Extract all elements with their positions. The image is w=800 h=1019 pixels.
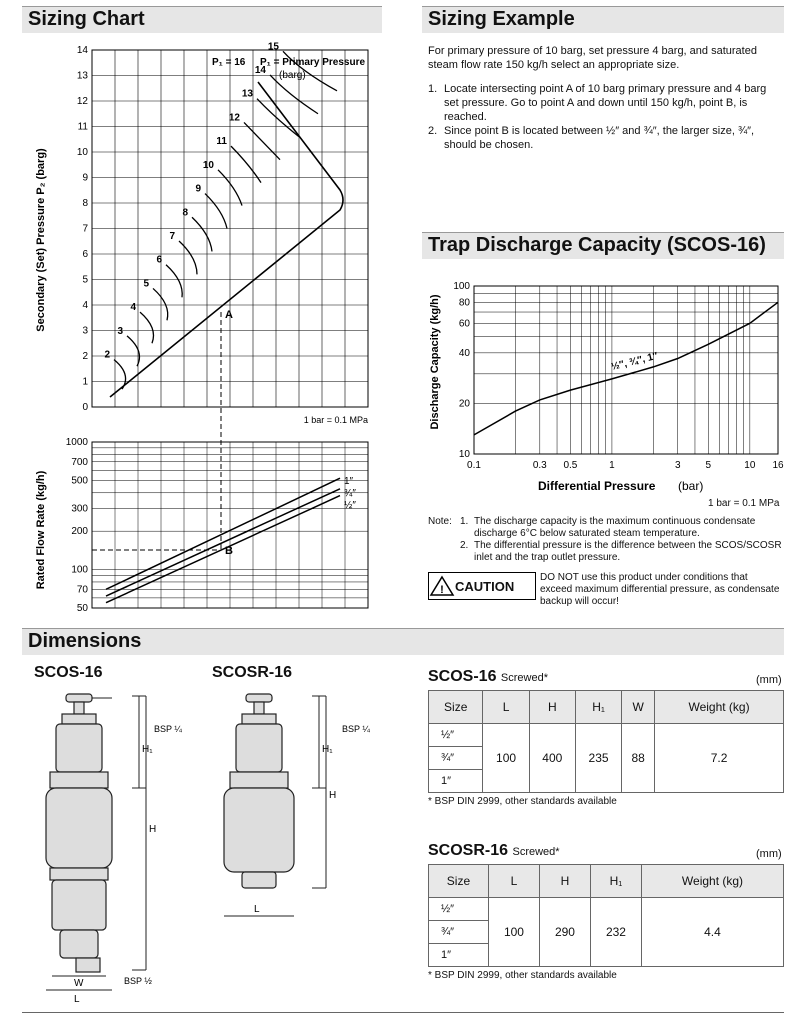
trap-y-tick-label: 20 (458, 398, 470, 410)
pressure-curve-label: 8 (182, 207, 188, 219)
bottom-rule (22, 1012, 784, 1013)
scosr-footnote: * BSP DIN 2999, other standards available (428, 970, 617, 981)
dimensions-header: Dimensions (22, 628, 784, 655)
trap-x-tick-label: 0.5 (563, 460, 578, 471)
pressure-curve-label: 12 (228, 112, 240, 124)
scos-w-label: W (74, 978, 84, 989)
pressure-tick-label: 8 (82, 198, 88, 209)
trap-series-label: ½″, ¾″, 1″ (610, 350, 660, 373)
trap-x-tick-label: 10 (744, 460, 756, 471)
sizing-chart-header: Sizing Chart (22, 6, 382, 33)
caution-text: DO NOT use this product under conditions that exceed maximum differential pressure, as condensate backup will occur! (540, 572, 780, 607)
scos-bsp14-label: BSP ¼ (154, 724, 182, 734)
pressure-tick-label: 13 (76, 70, 88, 82)
pressure-grid (77, 45, 368, 413)
trap-ylabel: Discharge Capacity (kg/h) (429, 294, 441, 430)
flow-tick-label: 500 (71, 475, 88, 487)
pressure-curve (140, 312, 154, 343)
point-a-label: A (225, 309, 233, 321)
scos-footnote: * BSP DIN 2999, other standards available (428, 796, 617, 807)
size-label-1-2: ½″ (344, 500, 356, 511)
flow-tick-label: 200 (71, 526, 88, 538)
trap-x-tick-label: 1 (609, 460, 615, 471)
scosr-h-label: H (329, 790, 337, 801)
pressure-tick-label: 14 (76, 45, 88, 56)
pressure-tick-label: 1 (82, 376, 88, 388)
sizing-step-2: 2. Since point B is located between ½″ and ¾″, the larger size, ¾″, should be chosen. (428, 125, 755, 151)
pressure-curve (244, 122, 280, 159)
scos-drawing-title: SCOS-16 (34, 664, 103, 681)
scos-drawing (22, 688, 202, 1008)
sizing-example-intro: For primary pressure of 10 barg, set pressure 4 barg, and saturated steam flow rate 150 kg/h select an appropriate size. (428, 45, 757, 71)
sizing-example-header: Sizing Example (422, 6, 784, 33)
trap-x-tick-label: 0.3 (532, 460, 547, 471)
pressure-curve (257, 99, 299, 137)
pressure-tick-label: 0 (82, 402, 88, 413)
trap-xunit: (bar) (678, 479, 704, 493)
flow-tick-label: 1000 (65, 437, 88, 448)
pressure-curve (192, 217, 212, 251)
trap-capacity-chart (422, 272, 792, 512)
svg-text:!: ! (440, 584, 444, 596)
trap-x-tick-label: 5 (705, 460, 712, 471)
size-label-1: 1″ (344, 476, 354, 487)
pressure-tick-label: 4 (82, 300, 88, 311)
pressure-tick-label: 2 (82, 351, 88, 362)
scos-h1-label: H₁ (142, 744, 153, 755)
pressure-curve-label: 4 (130, 302, 136, 314)
flow-series-line (106, 478, 340, 589)
scos-table-title: SCOS-16 Screwed* (428, 668, 548, 685)
pressure-axis-label: Secondary (Set) Pressure P₂ (barg) (35, 148, 47, 332)
trap-x-tick-label: 16 (772, 460, 784, 471)
scosr-h1-label: H₁ (322, 744, 333, 755)
warning-icon (429, 575, 455, 597)
pressure-curve-label: 14 (254, 64, 266, 76)
pressure-curves (104, 41, 343, 397)
trap-y-tick-label: 10 (458, 449, 470, 460)
pressure-tick-label: 9 (82, 172, 88, 184)
scosr-drawing (202, 688, 392, 938)
pressure-curve-label: 7 (169, 230, 175, 242)
pressure-tick-label: 12 (76, 96, 88, 107)
sizing-step-1: 1. Locate intersecting point A of 10 barg primary pressure and 4 barg set pressure. Go to point A and down until 150 kg/h, point B, is reached. (428, 83, 767, 123)
trap-y-tick-label: 40 (458, 347, 470, 359)
flow-tick-label: 50 (76, 603, 88, 614)
scos-l-label: L (74, 994, 80, 1005)
sizing-chart (22, 40, 382, 620)
pressure-tick-label: 6 (82, 249, 88, 260)
trap-y-tick-label: 100 (453, 281, 470, 292)
size-label-3-4: ¾″ (344, 488, 356, 499)
flow-series-line (106, 489, 340, 596)
scos-table-unit: (mm) (756, 674, 782, 686)
pressure-tick-label: 10 (76, 147, 88, 158)
scosr-drawing-title: SCOSR-16 (212, 664, 293, 681)
pressure-curve-label: 6 (156, 254, 162, 266)
p1-unit: (barg) (279, 70, 306, 81)
pressure-curve-label: 2 (104, 349, 110, 361)
flow-tick-label: 70 (76, 584, 88, 596)
scos-bsp12-label: BSP ½ (124, 976, 152, 986)
pressure-curve-label: 15 (267, 41, 279, 53)
pressure-curve (205, 194, 227, 229)
pressure-curve-label: 5 (143, 278, 149, 290)
scosr-table: Size L H H₁ Weight (kg) ½″ 100 290 232 4.4 ¾″ 1″ (428, 864, 784, 967)
trap-x-tick-label: 3 (674, 460, 681, 471)
pressure-curve (127, 336, 139, 366)
caution-badge: ! CAUTION (428, 572, 536, 600)
flow-tick-label: 300 (71, 503, 88, 515)
trap-y-tick-label: 60 (458, 318, 470, 330)
scos-table: Size L H H₁ W Weight (kg) ½″ 100 400 235 88 7.2 ¾″ 1″ (428, 690, 784, 793)
pressure-tick-label: 5 (82, 274, 88, 286)
trap-grid (453, 281, 784, 471)
point-b-label: B (225, 545, 233, 557)
pressure-curve-label: 13 (241, 88, 253, 100)
trap-xlabel: Differential Pressure (538, 479, 656, 493)
scosr-l-label: L (254, 904, 260, 915)
trap-notes: Note: 1. The discharge capacity is the maximum continuous condensate discharge 6°C below saturated steam temperature. 2. The differential pressure is the difference between the SCOS/SCOSR inlet and the trap outlet pressure. (428, 516, 782, 563)
pressure-curve (231, 146, 261, 182)
pressure-curve-label: 11 (216, 136, 227, 148)
sizing-example-text (428, 44, 778, 152)
pressure-curve-label: 10 (202, 159, 214, 171)
pressure-curve (179, 241, 197, 274)
trap-unit-note: 1 bar = 0.1 MPa (708, 498, 780, 509)
flow-axis-label: Rated Flow Rate (kg/h) (35, 470, 47, 590)
pressure-tick-label: 3 (82, 325, 88, 337)
pressure-curve-label: 3 (117, 325, 123, 337)
scosr-bsp14-label: BSP ¼ (342, 724, 370, 734)
p1-label: P₁ = 16 (212, 57, 246, 68)
p1-legend: P₁ = Primary Pressure (260, 57, 366, 68)
pressure-envelope (110, 82, 343, 397)
pressure-curve (114, 360, 126, 390)
pressure-curve-label: 9 (195, 183, 201, 195)
pressure-curve (166, 265, 182, 298)
scosr-table-title: SCOSR-16 Screwed* (428, 842, 560, 859)
trap-frame (474, 286, 778, 454)
flow-series-line (106, 496, 340, 603)
scosr-table-unit: (mm) (756, 848, 782, 860)
trap-y-tick-label: 80 (458, 297, 470, 309)
pressure-curve (153, 288, 168, 320)
flow-lines (106, 478, 340, 602)
scos-h-label: H (149, 824, 157, 835)
flow-tick-label: 100 (71, 564, 88, 576)
flow-tick-label: 700 (71, 456, 88, 468)
sizing-unit-note: 1 bar = 0.1 MPa (303, 415, 368, 425)
trap-x-tick-label: 0.1 (467, 460, 481, 471)
trap-capacity-header: Trap Discharge Capacity (SCOS-16) (422, 232, 784, 259)
pressure-tick-label: 7 (82, 223, 88, 235)
pressure-tick-label: 11 (77, 121, 88, 133)
